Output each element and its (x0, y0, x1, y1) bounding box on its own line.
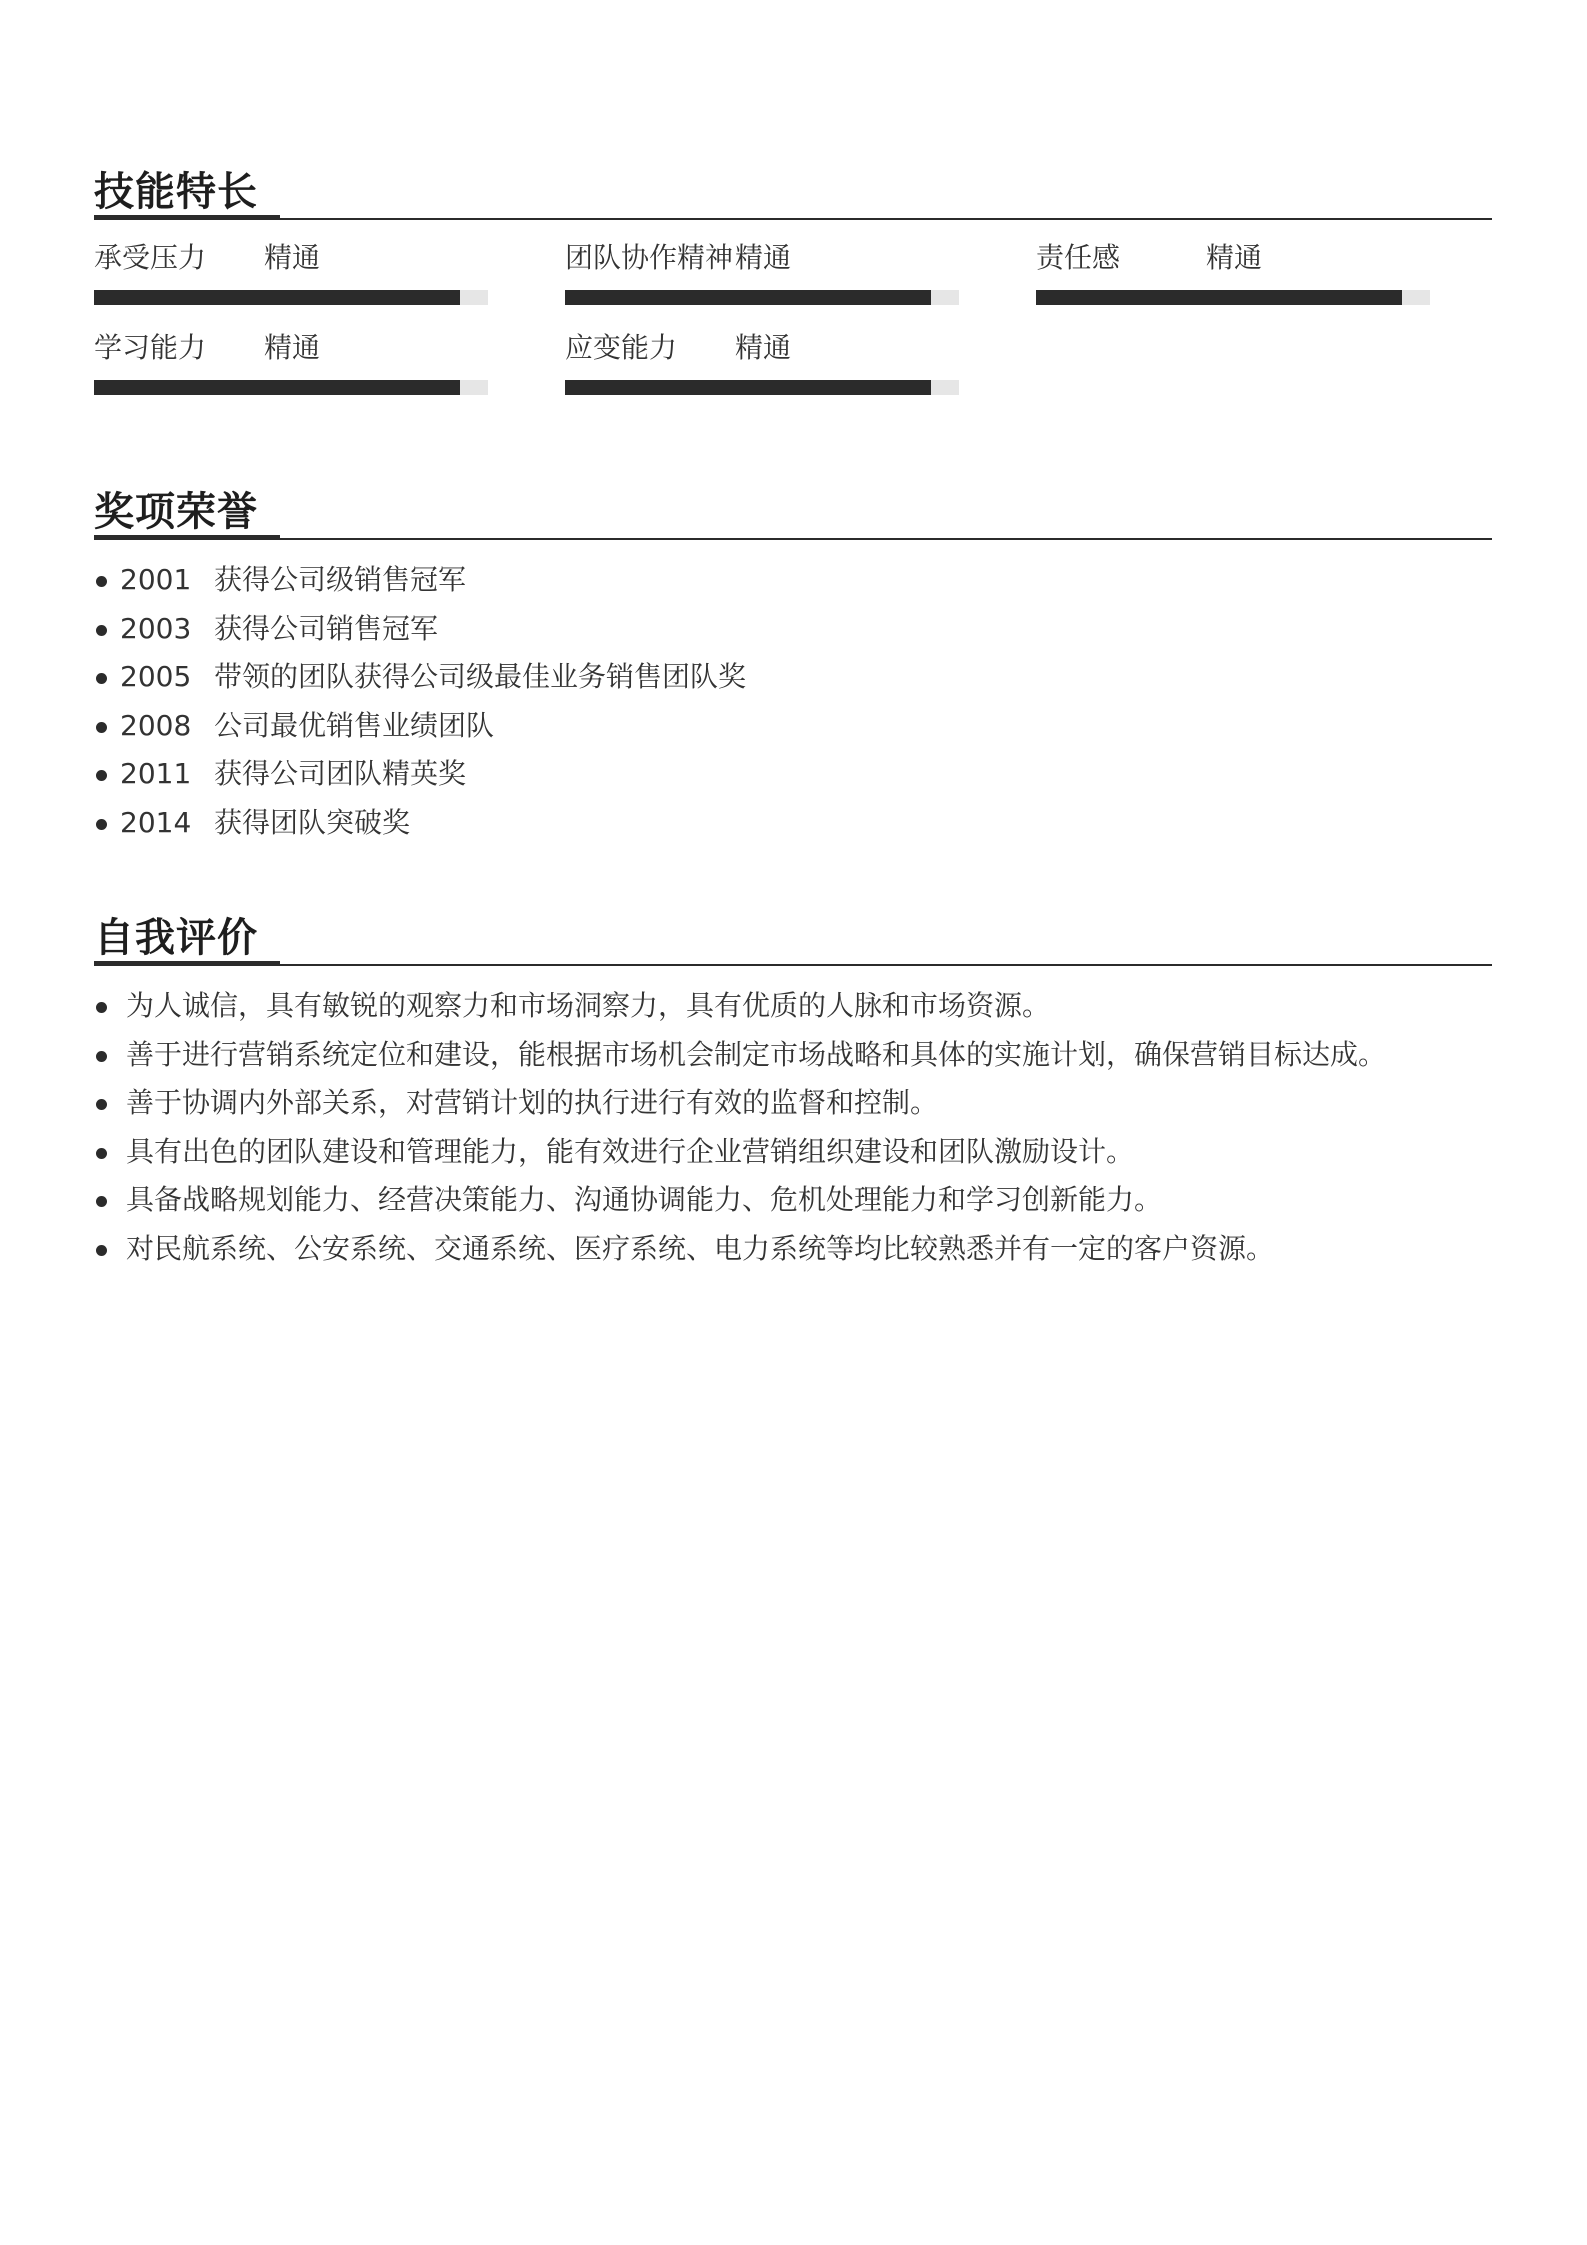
skill-name: 团队协作精神 (565, 241, 734, 274)
self-evaluation-text: 具备战略规划能力、经营决策能力、沟通协调能力、危机处理能力和学习创新能力。 (126, 1183, 1163, 1216)
self-evaluation-header (94, 906, 1492, 966)
award-text: 带领的团队获得公司级最佳业务销售团队奖 (214, 660, 747, 693)
self-evaluation-item (94, 1176, 1492, 1225)
skill-name: 责任感 (1036, 241, 1121, 274)
award-item (94, 653, 1492, 702)
skill-item (565, 238, 959, 305)
award-text: 获得公司团队精英奖 (214, 757, 467, 790)
bullet-dot-icon (96, 1245, 107, 1256)
award-text: 获得公司销售冠军 (214, 611, 439, 645)
skill-progress-bar (565, 380, 959, 395)
skill-name: 学习能力 (94, 331, 207, 364)
skills-title: 技能特长 (94, 169, 258, 215)
self-evaluation-item (94, 1079, 1492, 1128)
bullet-dot-icon (96, 1196, 107, 1207)
skill-name: 应变能力 (565, 331, 678, 364)
award-item (94, 702, 1492, 751)
self-evaluation-text: 具有出色的团队建设和管理能力，能有效进行企业营销组织建设和团队激励设计。 (126, 1134, 1135, 1168)
skill-item (94, 238, 488, 305)
award-year: 2008 (120, 708, 192, 742)
bullet-dot-icon (96, 625, 107, 636)
skill-progress-fill (94, 290, 460, 305)
skill-progress-fill (1036, 290, 1402, 305)
bullet-dot-icon (96, 819, 107, 830)
self-evaluation-item (94, 1128, 1492, 1177)
section-divider (94, 538, 1492, 540)
self-evaluation-list (94, 982, 1492, 1273)
skill-name: 承受压力 (94, 241, 207, 274)
award-text: 获得团队突破奖 (214, 805, 411, 839)
self-evaluation-text: 为人诚信，具有敏锐的观察力和市场洞察力，具有优质的人脉和市场资源。 (126, 989, 1051, 1022)
section-divider-accent (94, 535, 280, 540)
self-evaluation-text: 善于协调内外部关系，对营销计划的执行进行有效的监督和控制。 (126, 1086, 939, 1119)
self-evaluation-item (94, 1031, 1492, 1080)
skill-progress-bar (94, 290, 488, 305)
skills-section (94, 160, 1492, 428)
skill-level: 精通 (735, 331, 792, 364)
self-evaluation-section (94, 906, 1492, 1273)
skill-level: 精通 (264, 331, 321, 364)
bullet-dot-icon (96, 673, 107, 684)
award-item (94, 605, 1492, 654)
skill-item (94, 328, 488, 395)
skill-progress-fill (565, 290, 931, 305)
skill-progress-bar (1036, 290, 1430, 305)
section-divider-accent (94, 215, 280, 220)
skill-level: 精通 (1206, 241, 1263, 274)
self-evaluation-title: 自我评价 (94, 915, 258, 961)
award-year: 2014 (120, 805, 192, 839)
skills-grid (94, 238, 1492, 428)
award-text: 公司最优销售业绩团队 (214, 708, 495, 742)
skill-progress-fill (94, 380, 460, 395)
awards-header (94, 480, 1492, 540)
award-item (94, 799, 1492, 848)
skill-level: 精通 (264, 241, 321, 274)
self-evaluation-item (94, 1225, 1492, 1274)
bullet-dot-icon (96, 576, 107, 587)
award-item (94, 750, 1492, 799)
bullet-dot-icon (96, 1099, 107, 1110)
awards-title: 奖项荣誉 (94, 489, 258, 535)
awards-section (94, 480, 1492, 847)
award-item (94, 556, 1492, 605)
skill-progress-bar (565, 290, 959, 305)
award-year: 2005 (120, 660, 192, 693)
self-evaluation-text: 对民航系统、公安系统、交通系统、医疗系统、电力系统等均比较熟悉并有一定的客户资源。 (126, 1231, 1275, 1265)
skill-level: 精通 (735, 241, 792, 274)
award-year: 2003 (120, 611, 192, 645)
bullet-dot-icon (96, 1051, 107, 1062)
bullet-dot-icon (96, 722, 107, 733)
bullet-dot-icon (96, 770, 107, 781)
bullet-dot-icon (96, 1002, 107, 1013)
self-evaluation-item (94, 982, 1492, 1031)
skill-progress-fill (565, 380, 931, 395)
awards-list (94, 556, 1492, 847)
section-divider (94, 218, 1492, 220)
section-divider-accent (94, 961, 280, 966)
skill-item (565, 328, 959, 395)
skills-header (94, 160, 1492, 220)
section-divider (94, 964, 1492, 966)
bullet-dot-icon (96, 1148, 107, 1159)
award-year: 2011 (120, 757, 192, 790)
skill-progress-bar (94, 380, 488, 395)
skill-item (1036, 238, 1430, 305)
award-year: 2001 (120, 563, 192, 596)
self-evaluation-text: 善于进行营销系统定位和建设，能根据市场机会制定市场战略和具体的实施计划，确保营销目标达成。 (126, 1037, 1387, 1071)
award-text: 获得公司级销售冠军 (214, 563, 467, 596)
